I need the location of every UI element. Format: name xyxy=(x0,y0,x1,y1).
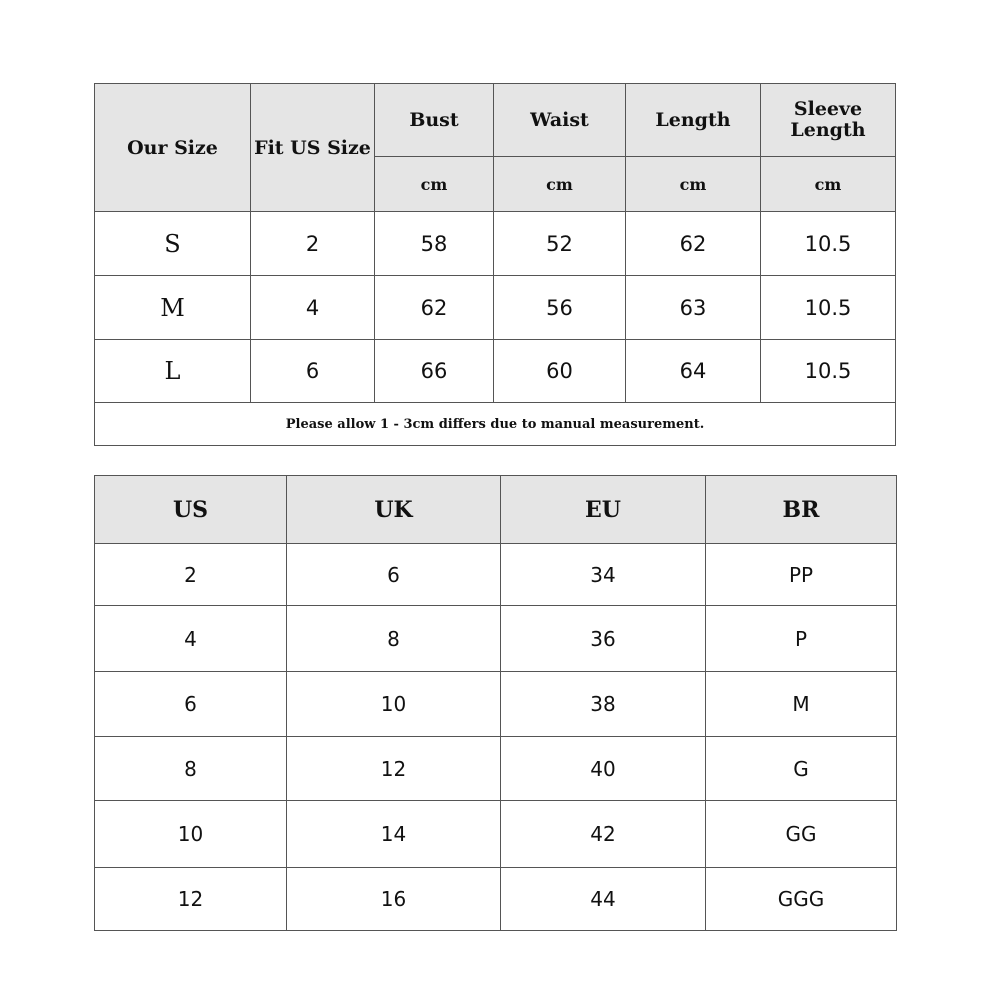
waist-cell: 52 xyxy=(494,212,626,276)
br-cell: M xyxy=(706,672,897,737)
length-cell: 62 xyxy=(626,212,761,276)
header-fit-us-size: Fit US Size xyxy=(251,84,375,212)
br-cell: P xyxy=(706,606,897,672)
us-cell: 4 xyxy=(95,606,287,672)
size-conversion-table xyxy=(94,475,897,931)
br-cell: GG xyxy=(706,801,897,868)
header-length: Length xyxy=(626,84,761,157)
fit-us-cell: 4 xyxy=(251,276,375,340)
uk-cell: 12 xyxy=(287,737,501,801)
conversion-row xyxy=(95,801,897,868)
our-size-cell: L xyxy=(95,340,251,403)
us-cell: 12 xyxy=(95,868,287,931)
waist-cell: 60 xyxy=(494,340,626,403)
bust-cell: 58 xyxy=(375,212,494,276)
waist-cell: 56 xyxy=(494,276,626,340)
eu-cell: 42 xyxy=(501,801,706,868)
length-cell: 63 xyxy=(626,276,761,340)
us-cell: 2 xyxy=(95,544,287,606)
eu-cell: 44 xyxy=(501,868,706,931)
size-measurement-table xyxy=(94,83,896,446)
sleeve-cell: 10.5 xyxy=(761,212,896,276)
eu-cell: 38 xyxy=(501,672,706,737)
uk-cell: 14 xyxy=(287,801,501,868)
header-uk: UK xyxy=(287,476,501,544)
sleeve-cell: 10.5 xyxy=(761,276,896,340)
our-size-cell: S xyxy=(95,212,251,276)
sleeve-cell: 10.5 xyxy=(761,340,896,403)
uk-cell: 8 xyxy=(287,606,501,672)
conversion-row xyxy=(95,868,897,931)
length-cell: 64 xyxy=(626,340,761,403)
unit-sleeve-length: cm xyxy=(761,157,896,212)
uk-cell: 16 xyxy=(287,868,501,931)
conversion-row xyxy=(95,606,897,672)
us-cell: 10 xyxy=(95,801,287,868)
header-waist: Waist xyxy=(494,84,626,157)
fit-us-cell: 2 xyxy=(251,212,375,276)
br-cell: G xyxy=(706,737,897,801)
size-row xyxy=(95,276,896,340)
conversion-row xyxy=(95,544,897,606)
header-sleeve-length xyxy=(761,84,896,157)
header-us: US xyxy=(95,476,287,544)
size-row xyxy=(95,340,896,403)
measurement-note: Please allow 1 - 3cm differs due to manual measurement. xyxy=(95,403,896,446)
header-bust: Bust xyxy=(375,84,494,157)
us-cell: 8 xyxy=(95,737,287,801)
our-size-cell: M xyxy=(95,276,251,340)
size-row xyxy=(95,212,896,276)
fit-us-cell: 6 xyxy=(251,340,375,403)
header-eu: EU xyxy=(501,476,706,544)
bust-cell: 62 xyxy=(375,276,494,340)
br-cell: GGG xyxy=(706,868,897,931)
eu-cell: 40 xyxy=(501,737,706,801)
header-sleeve-length-text: Sleeve Length xyxy=(790,98,866,141)
header-our-size: Our Size xyxy=(95,84,251,212)
unit-length: cm xyxy=(626,157,761,212)
eu-cell: 36 xyxy=(501,606,706,672)
unit-bust: cm xyxy=(375,157,494,212)
header-br: BR xyxy=(706,476,897,544)
unit-waist: cm xyxy=(494,157,626,212)
eu-cell: 34 xyxy=(501,544,706,606)
conversion-header-row xyxy=(95,476,897,544)
us-cell: 6 xyxy=(95,672,287,737)
conversion-row xyxy=(95,737,897,801)
note-row xyxy=(95,403,896,446)
uk-cell: 10 xyxy=(287,672,501,737)
size-header-row xyxy=(95,84,896,157)
br-cell: PP xyxy=(706,544,897,606)
bust-cell: 66 xyxy=(375,340,494,403)
conversion-row xyxy=(95,672,897,737)
uk-cell: 6 xyxy=(287,544,501,606)
